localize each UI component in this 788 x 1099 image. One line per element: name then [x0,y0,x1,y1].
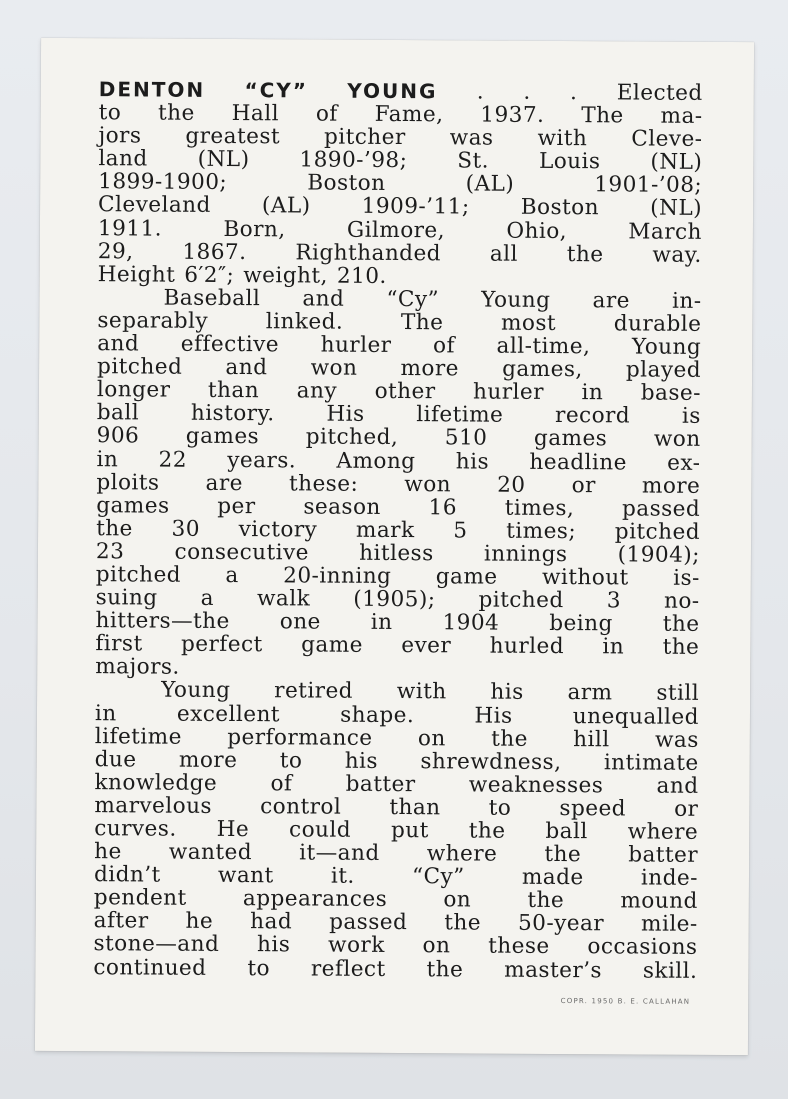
word: times, [504,495,575,521]
word: 6′2″; [184,262,235,288]
word: pitched [614,519,701,545]
word: occasions [587,934,698,961]
word: is [681,404,701,430]
word: played [625,357,702,383]
word: hurler [473,379,545,406]
word: 5 [453,518,468,544]
word: Young [161,678,231,704]
word: all-time, [496,333,591,360]
word: 210. [336,263,387,289]
word: master’s [504,957,603,983]
word: these [488,934,550,960]
word: of [433,333,456,359]
word: no- [663,588,700,614]
word: more [178,747,238,773]
word: shape. [340,702,415,728]
heading-word: YOUNG [347,78,438,104]
word: games [185,424,260,450]
word: other [374,379,436,405]
word: in [581,380,604,406]
word: one [279,609,321,635]
word: inde- [640,865,698,892]
word: knowledge [94,769,218,796]
word: the [527,888,565,914]
word: the [426,956,464,982]
word: or [571,472,596,498]
word: these: [288,470,359,497]
word: Cleveland [98,192,211,219]
word: history. [190,401,275,427]
word: appearances [242,886,388,913]
word: his [455,448,490,475]
word: put [390,817,429,844]
word: separably [97,308,209,334]
word: 50-year [517,911,605,937]
word: games [96,492,170,519]
word: headline [529,449,627,475]
word: excellent [176,701,281,727]
word: to [247,955,271,981]
word: and [97,331,140,357]
text-line [94,794,698,821]
word: where [426,841,498,867]
word: 1890-’98; [299,147,408,174]
text-line [98,124,702,151]
word: his [256,932,291,958]
word: with [537,126,588,152]
word: 3 [606,588,622,614]
word: is- [673,565,700,591]
word: 20-inning [283,563,392,589]
word: (1905); [353,586,436,613]
word: Young [631,334,702,360]
word: lifetime [416,402,504,428]
word: perfect [180,631,263,658]
word: Ohio, [506,218,568,244]
word: to [98,100,122,126]
word: most [500,310,557,336]
word: Born, [223,216,286,242]
word: on [417,725,446,751]
text-line [97,332,701,359]
word: durable [613,311,702,337]
word: Louis [538,149,601,175]
word: in [602,634,625,660]
word: Gilmore, [346,217,446,243]
word: The [400,309,444,336]
word: ma- [660,103,703,129]
word: could [289,817,352,843]
word: are [592,288,630,314]
word: 20 [497,472,526,498]
word: Boston [520,195,600,221]
text-line [95,632,699,659]
word: game [301,632,363,659]
word: after [93,908,149,934]
word: weight, [243,262,328,289]
word: was [654,727,699,753]
word: St. [457,148,490,174]
word: base- [640,380,701,407]
word: game [435,564,498,590]
word: his [490,680,524,706]
word: hitters—the [95,608,230,635]
word: more [641,473,701,499]
word: a [225,562,239,589]
word: ball [545,818,588,845]
word: the [491,726,528,752]
word: longer [96,377,171,403]
word: He [216,816,250,843]
word: control [260,794,342,820]
word: first [95,631,143,657]
word: passed [329,909,408,936]
baseball-card-back [35,38,754,1055]
word: mile- [640,911,698,938]
word: Righthanded [295,240,442,266]
word: Among [336,448,416,474]
word: majors. [95,654,180,681]
word: had [250,909,293,935]
word: (NL) [197,147,250,173]
word: . [476,79,485,105]
word: stone—and [93,931,220,958]
word: Baseball [163,285,261,312]
word: hill [573,726,610,752]
word: Boston [307,170,386,197]
word: skill. [642,958,698,984]
word: he [185,909,214,935]
word: 1911. [97,215,163,242]
word: Young [481,287,551,313]
word: (AL) [261,193,311,219]
word: won [653,426,701,453]
card-text-block [93,78,702,982]
word: ball [96,400,140,426]
word: curves. [94,816,177,842]
word: hitless [359,540,434,567]
word: it. [330,863,355,889]
word: Hall [231,101,280,127]
word: work [328,933,385,959]
word: more [400,356,460,382]
word: with [396,679,447,705]
word: ex- [667,450,701,476]
word: His [326,401,365,428]
word: suing [95,585,158,611]
word: didn’t [93,862,161,888]
word: the [544,842,582,868]
word: pitched [478,587,564,614]
word: 1867. [182,239,247,265]
word: reflect [310,956,386,982]
word: are [205,470,243,496]
word: want [217,863,274,889]
word: mark [355,517,415,543]
word: and [656,773,699,799]
word: His [474,703,513,729]
word: the [662,634,700,661]
word: pitched [97,354,183,380]
word: won [404,471,452,497]
word: 16 [428,494,458,521]
word: walk [256,586,311,612]
word: 1937. [480,102,545,129]
word: mound [620,888,698,915]
word: 1904 [442,610,500,636]
word: . [570,80,578,106]
word: The [581,103,624,129]
word: “Cy” [386,286,440,313]
word: (AL) [465,171,515,198]
word: passed [621,496,701,522]
word: years. [227,447,297,473]
word: pitched [95,562,182,588]
word: lifetime [94,723,182,750]
text-line [94,840,698,867]
word: all [489,241,519,267]
word: than [207,378,260,404]
word: made [521,864,584,891]
word: Fame, [374,101,444,128]
word: 23 [95,539,125,565]
word: the [444,910,482,936]
word: in- [671,288,702,314]
word: consecutive [174,539,310,566]
heading-word: DENTON [98,77,206,102]
word: won [310,355,358,381]
word: the [566,241,604,267]
word: . [523,79,531,105]
word: in [96,446,119,472]
word: hurled [489,633,565,660]
word: 30 [171,516,201,542]
text-line [96,540,700,567]
word: “Cy” [411,864,465,890]
word: pitched, [305,424,399,451]
word: record [555,403,631,429]
word: any [296,378,338,404]
word: innings [483,541,568,567]
word: he [94,839,122,865]
word: 29, [97,238,134,265]
word: hurler [320,332,392,359]
word: games [533,426,608,452]
word: and [225,355,268,381]
word: continued [93,954,207,981]
word: weaknesses [468,772,604,799]
word: marvelous [94,793,213,819]
word: batter [628,842,699,868]
word: (NL) [650,196,703,222]
text-line [95,702,699,729]
word: 1901-’08; [594,172,703,199]
word: the [468,818,506,844]
word: being [549,611,613,637]
word: linked. [265,309,344,335]
word: 1909-’11; [361,194,470,220]
word: Cleve- [631,126,703,153]
word: retired [274,678,354,705]
word: jors [98,123,142,149]
word: and [302,286,345,312]
word: ploits [96,469,160,496]
word: still [656,681,700,707]
word: on [443,887,472,913]
word: victory [238,516,318,543]
word: in [370,610,393,636]
word: intimate [603,750,699,776]
word: 22 [158,447,188,473]
word: his [344,748,379,774]
word: per [217,493,256,519]
word: greatest [185,123,281,150]
word: land [98,146,148,172]
word: unequalled [572,703,700,730]
word: the [96,515,133,542]
word: 1899-1900; [98,169,228,196]
word: 510 [444,425,488,451]
copyright-line: COPR. 1950 B. E. CALLAHAN [560,997,691,1006]
text-line [93,956,697,983]
word: shrewdness, [420,748,562,775]
word: 906 [96,423,140,449]
word: times; [506,518,577,544]
word: where [627,819,699,845]
word: (1904); [617,542,701,568]
word: effective [180,331,280,358]
text-line [97,425,701,452]
word: on [422,933,451,959]
word: wanted [168,839,253,866]
word: in [94,700,117,726]
text-line [94,886,698,913]
word: than [389,794,441,821]
word: to [279,748,303,774]
word: Height [97,261,176,288]
word: games, [502,356,583,383]
word: without [541,564,629,591]
word: arm [567,680,613,706]
word: March [628,218,702,245]
text-line [98,194,702,221]
word: speed [559,795,627,822]
word: pitcher [323,124,406,151]
word: ever [401,633,452,659]
word: of [315,101,338,127]
word: to [488,795,512,821]
word: way. [652,242,702,268]
word: Elected [616,80,703,106]
word: performance [227,724,373,751]
word: batter [345,771,416,797]
word: due [94,746,137,773]
heading-word: “CY” [244,78,309,103]
word: pendent [93,885,187,912]
word: it—and [299,840,380,867]
word: of [270,771,293,797]
word: (NL) [650,149,703,176]
word: a [200,585,215,611]
word: the [158,100,195,126]
word: season [303,494,381,520]
word: was [449,125,494,151]
word: the [662,611,700,638]
word: or [674,796,699,822]
